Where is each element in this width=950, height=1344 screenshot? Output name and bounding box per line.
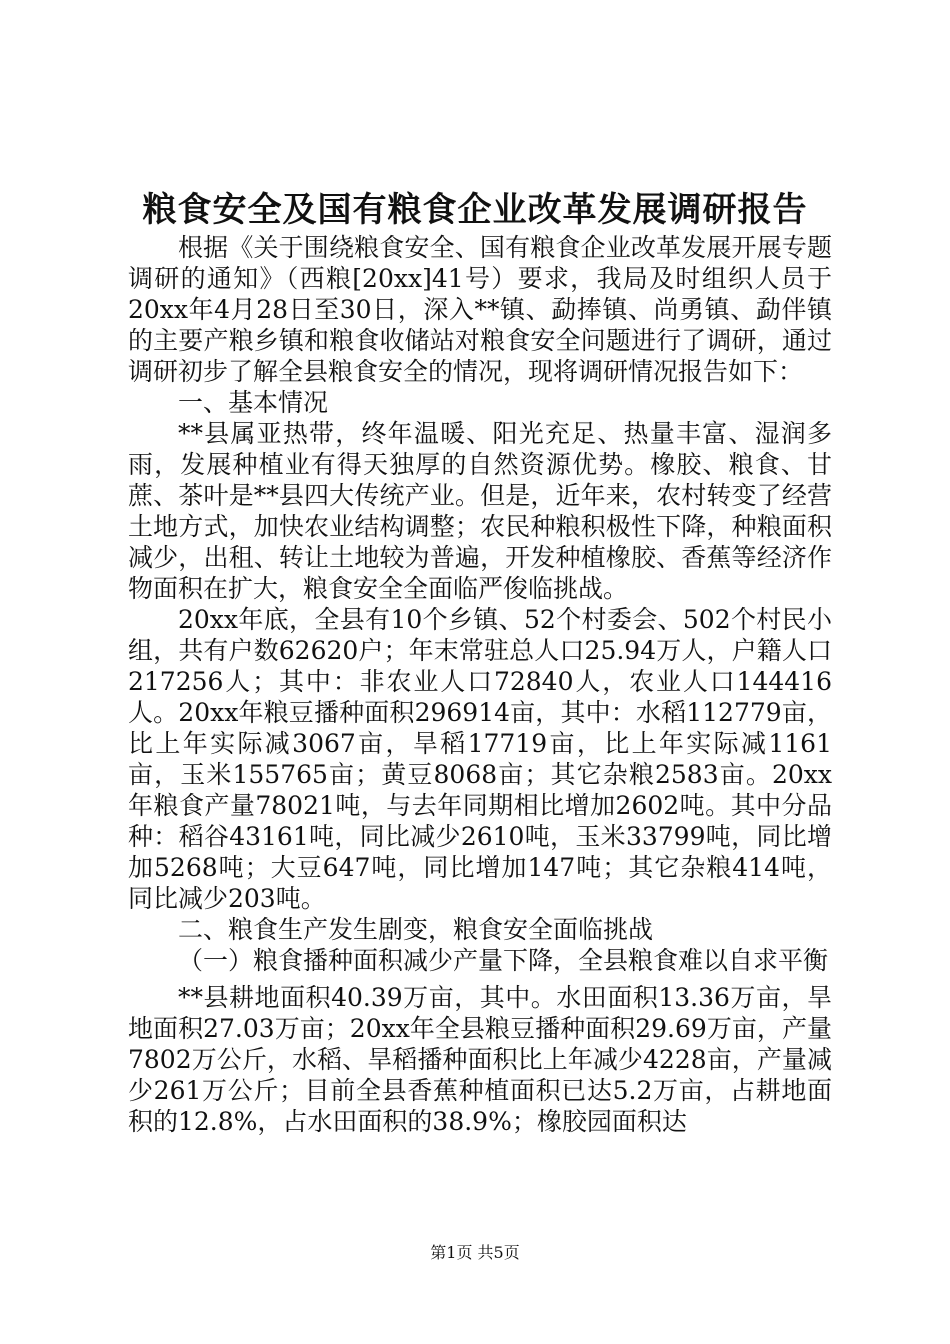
paragraph-statistics: 20xx年底，全县有10个乡镇、52个村委会、502个村民小组，共有户数62620户；年末常驻总人口25.94万人，户籍人口217256人；其中：非农业人口72840人，农业人口144416人。20xx年粮豆播种面积296914亩，其中：水稻112779亩，比上年实际减3067亩，旱稻17719亩，比上年实际减1161亩，玉米155765亩；黄豆8068亩；其它杂粮2583亩。20xx年粮食产量78021吨，与去年同期相比增加2602吨。其中分品种：稻谷43161吨，同比减少2610吨，玉米33799吨，同比增加5268吨；大豆647吨，同比增加147吨；其它杂粮414吨，同比减少203吨。 (128, 605, 832, 913)
paragraph-farmland: **县耕地面积40.39万亩，其中。水田面积13.36万亩，旱地面积27.03万亩；20xx年全县粮豆播种面积29.69万亩，产量7802万公斤，水稻、旱稻播种面积比上年减少4228亩，产量减少261万公斤；目前全县香蕉种植面积已达5.2万亩，占耕地面积的12.8%，占水田面积的38.9%；橡胶园面积达 (128, 983, 832, 1136)
heading-subsection-one: （一）粮食播种面积减少产量下降，全县粮食难以自求平衡 (178, 946, 829, 975)
document-body (128, 232, 832, 1137)
paragraph-climate: **县属亚热带，终年温暖、阳光充足、热量丰富、湿润多雨，发展种植业有得天独厚的自然资源优势。橡胶、粮食、甘蔗、茶叶是**县四大传统产业。但是，近年来，农村转变了经营土地方式，加快农业结构调整；农民种粮积极性下降，种粮面积减少，出租、转让土地较为普遍，开发种植橡胶、香蕉等经济作物面积在扩大，粮食安全全面临严俊临挑战。 (128, 419, 832, 603)
document-title: 粮食安全及国有粮食企业改革发展调研报告 (142, 190, 808, 230)
page-footer: 第1页 共5页 (430, 1243, 520, 1262)
heading-section-two: 二、粮食生产发生剧变，粮食安全面临挑战 (178, 915, 654, 944)
heading-basic-situation: 一、基本情况 (178, 388, 329, 417)
paragraph-intro: 根据《关于围绕粮食安全、国有粮食企业改革发展开展专题调研的通知》（西粮[20xx]41号）要求，我局及时组织人员于20xx年4月28日至30日，深入**镇、勐捧镇、尚勇镇、勐伴镇的主要产粮乡镇和粮食收储站对粮食安全问题进行了调研，通过调研初步了解全县粮食安全的情况，现将调研情况报告如下： (128, 233, 832, 386)
